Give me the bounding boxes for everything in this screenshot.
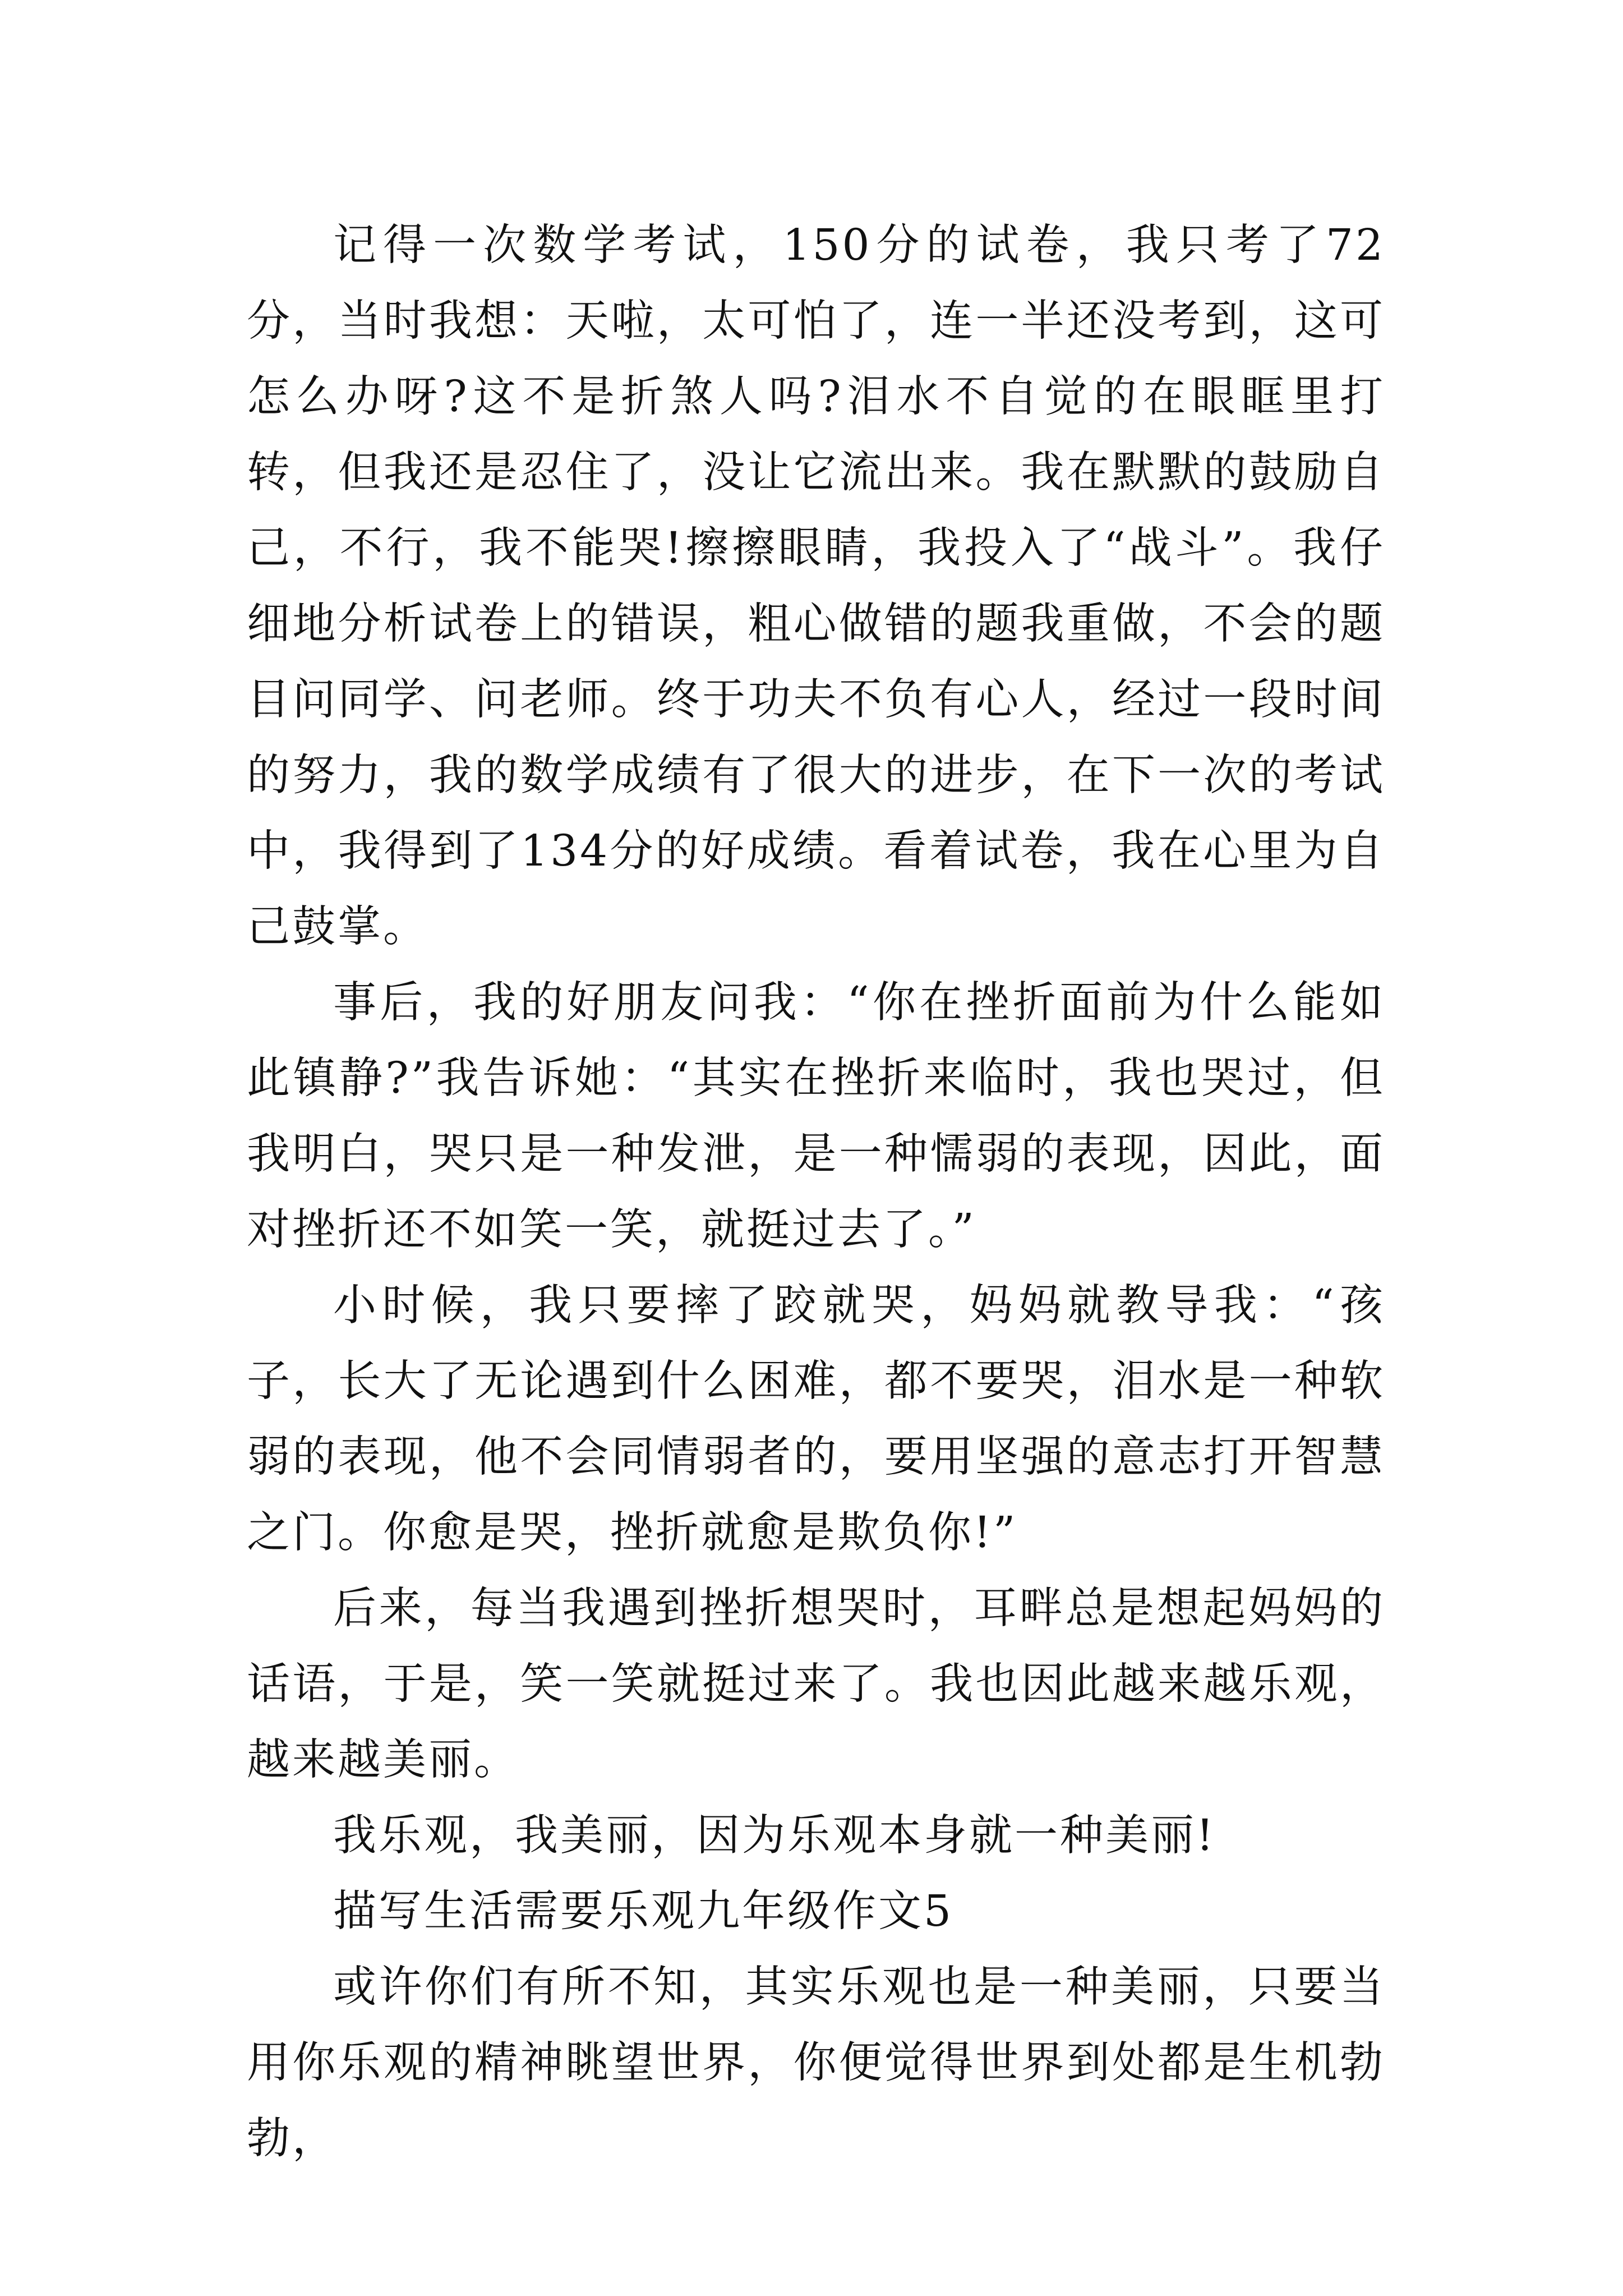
paragraph-friend-question: 事后，我的好朋友问我：“你在挫折面前为什么能如此镇静?”我告诉她：“其实在挫折来临时，我也哭过，但我明白，哭只是一种发泄，是一种懦弱的表现，因此，面对挫折还不如笑一笑，就挺过去了。” — [247, 978, 1385, 1255]
paragraph-essay-5-start: 或许你们有所不知，其实乐观也是一种美丽，只要当用你乐观的精神眺望世界，你便觉得世界到处都是生机勃勃， — [247, 1962, 1385, 2164]
essay-title: 描写生活需要乐观九年级作文5 — [333, 1887, 953, 1936]
paragraph-later: 后来，每当我遇到挫折想哭时，耳畔总是想起妈妈的话语，于是，笑一笑就挺过来了。我也因此越来越乐观，越来越美丽。 — [247, 1584, 1385, 1785]
paragraph-childhood: 小时候，我只要摔了跤就哭，妈妈就教导我：“孩子，长大了无论遇到什么困难，都不要哭，泪水是一种软弱的表现，他不会同情弱者的，要用坚强的意志打开智慧之门。你愈是哭，挫折就愈是欺负你!” — [247, 1281, 1385, 1558]
paragraph-conclusion: 我乐观，我美丽，因为乐观本身就一种美丽! — [333, 1811, 1216, 1861]
document-body — [247, 208, 1385, 2177]
paragraph-math-exam: 记得一次数学考试，150分的试卷，我只考了72分，当时我想：天啦，太可怕了，连一半还没考到，这可怎么办呀?这不是折煞人吗?泪水不自觉的在眼眶里打转，但我还是忍住了，没让它流出来。我在默默的鼓励自己，不行，我不能哭!擦擦眼睛，我投入了“战斗”。我仔细地分析试卷上的错误，粗心做错的题我重做，不会的题目问同学、问老师。终于功夫不负有心人，经过一段时间的努力，我的数学成绩有了很大的进步，在下一次的考试中，我得到了134分的好成绩。看着试卷，我在心里为自己鼓掌。 — [247, 220, 1385, 952]
